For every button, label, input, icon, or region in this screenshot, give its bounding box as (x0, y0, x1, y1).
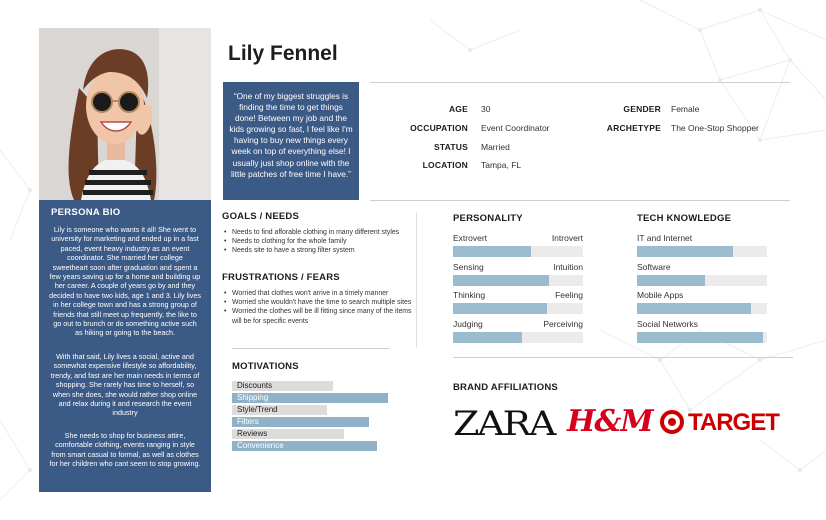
gender-value: Female (671, 104, 700, 114)
demographics-divider (370, 200, 790, 201)
trait-fill (453, 303, 547, 314)
tech-skill-label: IT and Internet (637, 233, 693, 243)
tech-skill-track (637, 332, 767, 343)
motivation-label: Style/Trend (237, 404, 278, 414)
motivations-title: MOTIVATIONS (232, 361, 299, 372)
tech-skill (637, 290, 767, 320)
trait-right-label: Perceiving (543, 318, 583, 329)
trait-track (453, 332, 583, 343)
personality-title: PERSONALITY (453, 213, 523, 224)
frustrations-title: FRUSTRATIONS / FEARS (222, 272, 340, 283)
location-label: LOCATION (422, 160, 468, 170)
bio-paragraph-2: With that said, Lily lives a social, active and somewhat expensive lifestyle so affordability, trendy, and fast are her main needs in terms of shopping. She rarely has time to herself, so when she does, she would rather shop online and relax during it and research the event industry (50, 352, 200, 418)
motivation-row (232, 441, 388, 451)
motivation-label: Discounts (237, 381, 273, 390)
trait-fill (453, 246, 531, 257)
persona-portrait-illustration (39, 28, 211, 200)
trait-fill (453, 332, 522, 343)
trait-left-label: Sensing (453, 261, 484, 272)
persona-bio-panel (39, 200, 211, 492)
persona-photo (39, 28, 211, 200)
tech-skill-fill (637, 332, 763, 343)
motivation-row (232, 429, 388, 439)
goals-title: GOALS / NEEDS (222, 211, 300, 222)
tech-skill-fill (637, 246, 733, 257)
motivations-divider (232, 348, 390, 349)
tech-knowledge-title: TECH KNOWLEDGE (637, 213, 732, 224)
motivation-row (232, 405, 388, 415)
bio-paragraph-3: She needs to shop for business attire, comfortable clothing, events ranging in style from smart casual to formal, as well as clothes for her children who cant seem to stop growing. (49, 431, 201, 469)
trait-left-label: Extrovert (453, 233, 488, 243)
name-divider (370, 82, 790, 83)
occupation-label: OCCUPATION (410, 123, 468, 133)
target-bullseye-icon (659, 409, 685, 435)
persona-bio-title: PERSONA BIO (51, 207, 121, 218)
tech-skill-label: Social Networks (637, 318, 698, 329)
goals-list (224, 228, 416, 256)
tech-skill-fill (637, 275, 705, 286)
motivation-label: Reviews (237, 428, 268, 438)
motivation-label: Filters (237, 416, 259, 426)
motivation-label: Convenience (237, 440, 284, 450)
bio-paragraph-1: Lily is someone who wants it all! She went to university for marketing and ended up in a fast paced, event heavy industry as an event coordinator. She married her college sweetheart soon after graduation and spent a few years saving up for a home and building up her career. A couple of years go by and they decided to have two kids, age 1 and 3. Lily lives in her college town and has a strong group of friends that still meet up frequently, the like to go out to brunch or do something active such as hiking or going to the beach. (49, 225, 201, 338)
zara-logo: ZARA (453, 404, 555, 444)
frustration-item: • Worried the clothes will be ill fitting since many of the items will be for specific events (224, 307, 414, 325)
tech-skill-label: Software (637, 261, 671, 272)
archetype-label: ARCHETYPE (606, 123, 661, 133)
location-value: Tampa, FL (481, 160, 522, 170)
age-label: AGE (448, 104, 468, 114)
persona-quote-box (223, 82, 359, 200)
personality-trait (453, 319, 583, 349)
motivation-row (232, 381, 388, 391)
personality-trait (453, 290, 583, 320)
occupation-value: Event Coordinator (481, 123, 550, 133)
personality-trait (453, 233, 583, 263)
goal-item: • Needs site to have a strong filter system (224, 246, 416, 255)
frustrations-list (224, 289, 414, 326)
personality-trait (453, 262, 583, 292)
trait-right-label: Introvert (551, 233, 583, 243)
frustration-item: • Worried that clothes won't arrive in a timely manner (224, 289, 414, 298)
trait-left-label: Thinking (453, 290, 486, 300)
tech-skill-fill (637, 303, 751, 314)
age-value: 30 (481, 104, 491, 114)
motivation-row (232, 393, 388, 403)
trait-right-label: Feeling (555, 290, 583, 300)
frustration-item: • Worried she wouldn't have the time to search multiple sites (224, 298, 414, 307)
tech-skill (637, 233, 767, 263)
archetype-value: The One-Stop Shopper (671, 123, 759, 133)
hm-logo: H&M (567, 404, 653, 439)
goals-divider-right (416, 212, 417, 348)
trait-left-label: Judging (453, 318, 483, 329)
trait-track (453, 246, 583, 257)
brand-affiliations-title: BRAND AFFILIATIONS (453, 382, 558, 393)
goal-item: • Needs to find afforable clothing in many different styles (224, 228, 416, 237)
tech-skill-track (637, 275, 767, 286)
gender-label: GENDER (623, 104, 661, 114)
tech-skill-track (637, 246, 767, 257)
motivation-label: Shipping (237, 392, 269, 402)
tech-skill-label: Mobile Apps (637, 290, 684, 300)
motivation-row (232, 417, 388, 427)
status-label: STATUS (434, 142, 468, 152)
trait-track (453, 303, 583, 314)
status-value: Married (481, 142, 510, 152)
trait-right-label: Intuition (553, 261, 583, 272)
tech-skill-track (637, 303, 767, 314)
target-logo-text: TARGET (688, 409, 779, 436)
persona-name: Lily Fennel (228, 42, 338, 65)
tech-skill (637, 319, 767, 349)
goal-item: • Needs to clothing for the whole family (224, 237, 416, 246)
tech-skill (637, 262, 767, 292)
trait-track (453, 275, 583, 286)
brands-divider (453, 357, 793, 358)
trait-fill (453, 275, 549, 286)
persona-quote: “One of my biggest struggles is finding the time to get things done! Between my job and the kids growing so fast, I feel like I'm having to buy new things every week on top of everything else! I usually just shop online with the little patches of free time I have.” (229, 91, 353, 179)
